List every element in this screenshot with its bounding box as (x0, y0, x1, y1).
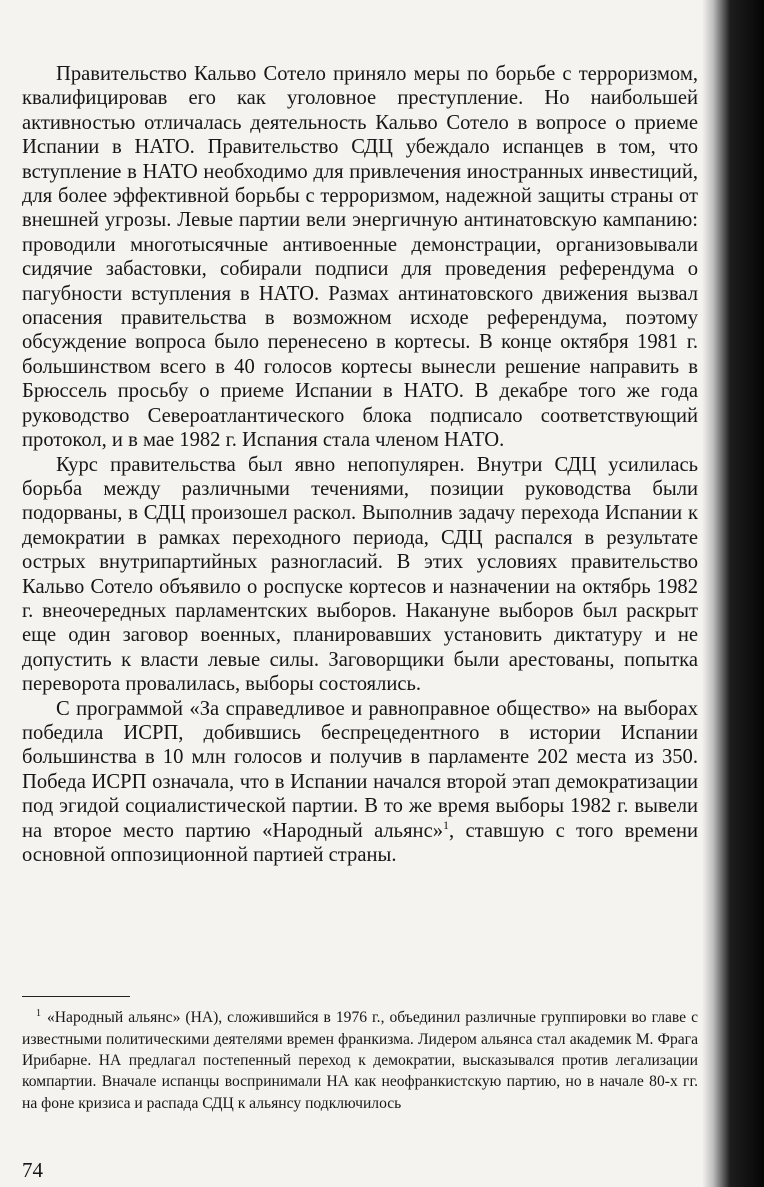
page-number: 74 (22, 1158, 43, 1182)
footnote (22, 1003, 698, 1114)
footnote-text-line (22, 1003, 698, 1114)
footnote-divider (22, 996, 130, 997)
footnote-mark: 1 (36, 1008, 41, 1019)
paragraph-3-text: С программой «За справедливое и равноправное общество» на выборах победила ИСРП, добившись беспрецедентного в истории Испании большинства в 10 млн голосов и получив в парламенте 202 места из 350. Победа ИСРП означала, что в Испании начался второй этап демократизации под эгидой социалистической партии. В то же время выборы 1982 г. вывели на второе место партию «Народный альянс» (22, 697, 698, 842)
main-text (22, 62, 698, 867)
paragraph-3-tail: , ставшую с того времени основной оппозиционной партией страны. (22, 819, 699, 866)
footnote-text: «Народный альянс» (НА), сложившийся в 1976 г., объединил различные группировки во главе с известными политическими деятелями времен франкизма. Лидером альянса стал академик М. Фрага Ирибарне. НА предлагал постепенный переход к демократии, высказывался против легализации компартии. Вначале испанцы воспринимали НА как неофранкистскую партию, но в начале 80-х гг. на фоне кризиса и распада СДЦ к альянсу подключилось (22, 1009, 698, 1112)
paragraph-2: Курс правительства был явно непопулярен. Внутри СДЦ усилилась борьба между различными течениями, позиции руководства были подорваны, в СДЦ произошел раскол. Выполнив задачу перехода Испании к демократии в рамках переходного периода, СДЦ распался в результате острых внутрипартийных разногласий. В этих условиях правительство Кальво Сотело объявило о роспуске кортесов и назначении на октябрь 1982 г. внеочередных парламентских выборов. Накануне выборов был раскрыт еще один заговор военных, планировавших установить диктатуру и не допустить к власти левые силы. Заговорщики были арестованы, попытка переворота провалилась, выборы состоялись. (22, 453, 698, 696)
paragraph-3 (22, 697, 698, 868)
footnote-reference: 1 (443, 817, 450, 832)
book-spine-shadow (702, 0, 764, 1187)
paragraph-1: Правительство Кальво Сотело приняло меры по борьбе с терроризмом, квалифицировав его как уголовное преступление. Но наибольшей активностью отличалась деятельность Кальво Сотело в вопросе о приеме Испании в НАТО. Правительство СДЦ убеждало испанцев в том, что вступление в НАТО необходимо для привлечения иностранных инвестиций, для более эффективной борьбы с терроризмом, надежной защиты страны от внешней угрозы. Левые партии вели энергичную антинатовскую кампанию: проводили многотысячные антивоенные демонстрации, организовывали сидячие забастовки, собирали подписи для проведения референдума о пагубности вступления в НАТО. Размах антинатовского движения вызвал опасения правительства в возможном исходе референдума, поэтому обсуждение вопроса было перенесено в кортесы. В конце октября 1981 г. большинством всего в 40 голосов кортесы вынесли решение направить в Брюссель просьбу о приеме Испании в НАТО. В декабре того же года руководство Североатлантического блока подписало соответствующий протокол, и в мае 1982 г. Испания стала членом НАТО. (22, 63, 698, 452)
